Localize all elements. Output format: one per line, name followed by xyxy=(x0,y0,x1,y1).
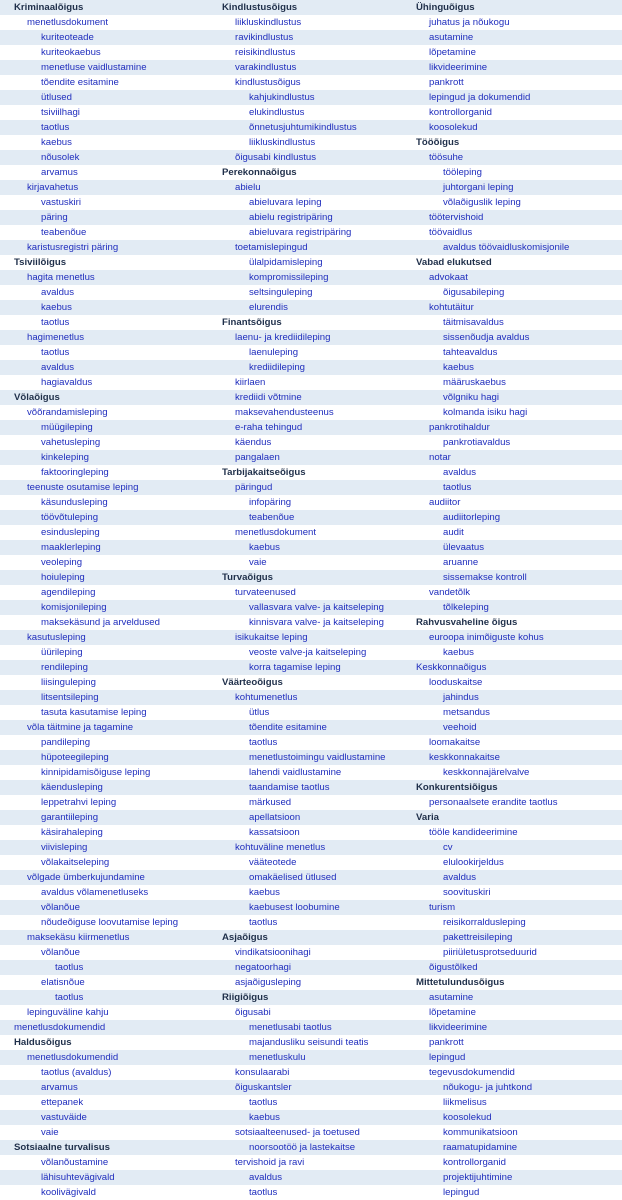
category-link[interactable]: tahteavaldus xyxy=(443,347,498,358)
category-link[interactable]: maksekäsu kiirmenetlus xyxy=(27,932,130,943)
category-link[interactable]: pankrotiavaldus xyxy=(443,437,511,448)
category-link[interactable]: korra tagamise leping xyxy=(249,662,341,673)
category-link[interactable]: taotlus xyxy=(249,1187,278,1198)
category-link[interactable]: asutamine xyxy=(429,32,474,43)
category-link[interactable]: advokaat xyxy=(429,272,468,283)
category-link[interactable]: õigustõlked xyxy=(429,962,478,973)
category-link[interactable]: kompromissileping xyxy=(249,272,329,283)
category-link[interactable]: vallasvara valve- ja kaitseleping xyxy=(249,602,384,613)
category-link[interactable]: ütlused xyxy=(41,92,72,103)
category-link[interactable]: taotlus xyxy=(41,347,70,358)
category-link[interactable]: tööle kandideerimine xyxy=(429,827,518,838)
category-heading: Sotsiaalne turvalisus xyxy=(14,1142,110,1153)
category-link[interactable]: üürileping xyxy=(41,647,83,658)
category-link[interactable]: menetlusdokumendid xyxy=(14,1022,106,1033)
category-heading: Haldusõigus xyxy=(14,1037,72,1048)
category-link[interactable]: litsentsileping xyxy=(41,692,99,703)
category-link[interactable]: maksevahendusteenus xyxy=(235,407,334,418)
category-link[interactable]: vaie xyxy=(41,1127,59,1138)
category-link[interactable]: pandileping xyxy=(41,737,91,748)
category-link[interactable]: kiirlaen xyxy=(235,377,266,388)
category-link[interactable]: kohtuväline menetlus xyxy=(235,842,326,853)
category-link[interactable]: nõusolek xyxy=(41,152,80,163)
category-link[interactable]: juhtorgani leping xyxy=(443,182,514,193)
column-right xyxy=(416,0,569,1200)
category-heading: Kriminaalõigus xyxy=(14,2,84,13)
category-link[interactable]: cv xyxy=(443,842,453,853)
category-link[interactable]: keskkonnajärelvalve xyxy=(443,767,530,778)
category-link[interactable]: koosolekud xyxy=(443,1112,492,1123)
category-link[interactable]: reisikindlustus xyxy=(235,47,296,58)
category-link[interactable]: pankrott xyxy=(429,77,464,88)
category-heading: Asjaõigus xyxy=(222,932,268,943)
category-link[interactable]: krediidi võtmine xyxy=(235,392,302,403)
category-link[interactable]: pankrotihaldur xyxy=(429,422,490,433)
category-link[interactable]: menetlusabi taotlus xyxy=(249,1022,332,1033)
category-link[interactable]: kaebusest loobumine xyxy=(249,902,340,913)
category-link[interactable]: teenuste osutamise leping xyxy=(27,482,139,493)
category-link[interactable]: elurendis xyxy=(249,302,288,313)
category-link[interactable]: notar xyxy=(429,452,451,463)
column-middle xyxy=(222,0,386,1200)
category-link[interactable]: kaebus xyxy=(249,1112,280,1123)
category-link[interactable]: tervishoid ja ravi xyxy=(235,1157,305,1168)
category-link[interactable]: õigusabi kindlustus xyxy=(235,152,317,163)
category-heading: Tsiviilõigus xyxy=(14,257,67,268)
category-link[interactable]: laenu- ja krediidileping xyxy=(235,332,331,343)
category-link[interactable]: kontrollorganid xyxy=(429,107,492,118)
category-link[interactable]: abielu registripäring xyxy=(249,212,333,223)
category-link[interactable]: kaebus xyxy=(249,887,280,898)
category-link[interactable]: lepingud xyxy=(429,1052,466,1063)
category-link[interactable]: kinnisvara valve- ja kaitseleping xyxy=(249,617,384,628)
category-link[interactable]: menetluse vaidlustamine xyxy=(41,62,147,73)
category-link[interactable]: liikluskindlustus xyxy=(235,17,302,28)
category-heading: Väärteoõigus xyxy=(222,677,283,688)
category-link[interactable]: maksekäsund ja arveldused xyxy=(41,617,160,628)
category-link[interactable]: taotlus xyxy=(41,317,70,328)
category-link[interactable]: hagiavaldus xyxy=(41,377,93,388)
category-link[interactable]: töövaidlus xyxy=(429,227,473,238)
category-link[interactable]: lõpetamine xyxy=(429,47,476,58)
category-link[interactable]: võlaõiguslik leping xyxy=(443,197,521,208)
category-link[interactable]: koolivägivald xyxy=(41,1187,96,1198)
category-link[interactable]: avaldus xyxy=(443,467,477,478)
category-link[interactable]: taandamise taotlus xyxy=(249,782,330,793)
category-link[interactable]: töötervishoid xyxy=(429,212,484,223)
category-link[interactable]: taotlus xyxy=(41,122,70,133)
category-link[interactable]: infopäring xyxy=(249,497,292,508)
category-link[interactable]: kohtumenetlus xyxy=(235,692,298,703)
category-link[interactable]: kuriteokaebus xyxy=(41,47,101,58)
category-link[interactable]: euroopa inimõiguste kohus xyxy=(429,632,544,643)
category-link[interactable]: esindusleping xyxy=(41,527,100,538)
category-link[interactable]: Keskkonnaõigus xyxy=(416,662,487,673)
category-link[interactable]: apellatsioon xyxy=(249,812,301,823)
category-link[interactable]: taotlus xyxy=(249,917,278,928)
category-heading: Rahvusvaheline õigus xyxy=(416,617,518,628)
category-link[interactable]: tõendite esitamine xyxy=(41,77,119,88)
category-link[interactable]: konsulaarabi xyxy=(235,1067,290,1078)
category-link[interactable]: võlanõue xyxy=(41,902,80,913)
category-link[interactable]: menetlustoimingu vaidlustamine xyxy=(249,752,386,763)
category-link[interactable]: arvamus xyxy=(41,167,78,178)
category-link[interactable]: kaebus xyxy=(41,137,72,148)
category-link[interactable]: liikluskindlustus xyxy=(249,137,316,148)
category-link[interactable]: menetluskulu xyxy=(249,1052,306,1063)
category-link[interactable]: keskkonnakaitse xyxy=(429,752,500,763)
category-link[interactable]: maaklerleping xyxy=(41,542,101,553)
category-link[interactable]: kolmanda isiku hagi xyxy=(443,407,528,418)
category-link[interactable]: laenuleping xyxy=(249,347,299,358)
category-heading: Tarbijakaitseõigus xyxy=(222,467,306,478)
category-link[interactable]: toetamislepingud xyxy=(235,242,308,253)
category-link[interactable]: ülevaatus xyxy=(443,542,485,553)
category-link[interactable]: agendileping xyxy=(41,587,96,598)
category-link[interactable]: veoste valve-ja kaitseleping xyxy=(249,647,367,658)
category-link[interactable]: elatisnõue xyxy=(41,977,85,988)
category-link[interactable]: sissenõudja avaldus xyxy=(443,332,530,343)
category-link[interactable]: kaebus xyxy=(41,302,72,313)
category-link[interactable]: tõlkeleping xyxy=(443,602,489,613)
category-link[interactable]: likvideerimine xyxy=(429,1022,488,1033)
category-heading: Finantsõigus xyxy=(222,317,282,328)
category-link[interactable]: menetlusdokument xyxy=(27,17,109,28)
category-link[interactable]: audit xyxy=(443,527,464,538)
category-link[interactable]: vääteotede xyxy=(249,857,297,868)
column-left xyxy=(14,0,178,1200)
category-link[interactable]: veoleping xyxy=(41,557,83,568)
category-link[interactable]: juhatus ja nõukogu xyxy=(429,17,510,28)
category-link[interactable]: võlgade ümberkujundamine xyxy=(27,872,145,883)
category-link[interactable]: omakäelised ütlused xyxy=(249,872,337,883)
category-link[interactable]: avaldus xyxy=(249,1172,283,1183)
category-link[interactable]: liikmelisus xyxy=(443,1097,487,1108)
category-link[interactable]: taotlus xyxy=(443,482,472,493)
category-link[interactable]: pankrott xyxy=(429,1037,464,1048)
category-heading: Turvaõigus xyxy=(222,572,273,583)
category-link[interactable]: ütlus xyxy=(249,707,270,718)
category-link[interactable]: lepingud ja dokumendid xyxy=(429,92,531,103)
category-link[interactable]: kahjukindlustus xyxy=(249,92,315,103)
category-link[interactable]: menetlusdokument xyxy=(235,527,317,538)
category-link[interactable]: vaie xyxy=(249,557,267,568)
category-heading: Mittetulundusõigus xyxy=(416,977,505,988)
category-link[interactable]: ettepanek xyxy=(41,1097,84,1108)
category-link[interactable]: pakettreisileping xyxy=(443,932,513,943)
category-link[interactable]: hoiuleping xyxy=(41,572,85,583)
category-link[interactable]: metsandus xyxy=(443,707,490,718)
category-heading: Varia xyxy=(416,812,439,823)
category-heading: Võlaõigus xyxy=(14,392,60,403)
category-link[interactable]: teabenõue xyxy=(41,227,87,238)
category-link[interactable]: lahendi vaidlustamine xyxy=(249,767,342,778)
category-link[interactable]: tõendite esitamine xyxy=(249,722,327,733)
category-link[interactable]: kaebus xyxy=(443,362,474,373)
category-link[interactable]: turvateenused xyxy=(235,587,296,598)
category-link[interactable]: võlanõustamine xyxy=(41,1157,109,1168)
category-link[interactable]: teabenõue xyxy=(249,512,295,523)
category-link[interactable]: leppetrahvi leping xyxy=(41,797,117,808)
category-link[interactable]: elulookirjeldus xyxy=(443,857,504,868)
category-link[interactable]: abieluvara registripäring xyxy=(249,227,352,238)
category-link[interactable]: võlanõue xyxy=(41,947,80,958)
category-link[interactable]: käsirahaleping xyxy=(41,827,103,838)
category-link[interactable]: karistusregistri päring xyxy=(27,242,119,253)
category-link[interactable]: taotlus xyxy=(249,1097,278,1108)
category-link[interactable]: soovituskiri xyxy=(443,887,491,898)
category-link[interactable]: avaldus xyxy=(41,362,75,373)
category-link[interactable]: vahetusleping xyxy=(41,437,101,448)
category-link[interactable]: kontrollorganid xyxy=(443,1157,506,1168)
category-link[interactable]: taotlus xyxy=(55,992,84,1003)
category-link[interactable]: varakindlustus xyxy=(235,62,297,73)
category-link[interactable]: käendusleping xyxy=(41,782,103,793)
category-link[interactable]: hagimenetlus xyxy=(27,332,85,343)
category-link[interactable]: hagita menetlus xyxy=(27,272,95,283)
category-link[interactable]: müügileping xyxy=(41,422,93,433)
category-heading: Kindlustusõigus xyxy=(222,2,298,13)
category-link[interactable]: ravikindlustus xyxy=(235,32,294,43)
category-link[interactable]: lähisuhtevägivald xyxy=(41,1172,115,1183)
category-link[interactable]: kirjavahetus xyxy=(27,182,79,193)
category-heading: Ühinguõigus xyxy=(416,2,475,13)
category-link[interactable]: audiitorleping xyxy=(443,512,501,523)
category-link[interactable]: tasuta kasutamise leping xyxy=(41,707,147,718)
category-link[interactable]: päring xyxy=(41,212,68,223)
category-link[interactable]: sotsiaalteenused- ja toetused xyxy=(235,1127,360,1138)
category-link[interactable]: jahindus xyxy=(443,692,479,703)
category-link[interactable]: õigusabi xyxy=(235,1007,271,1018)
category-link[interactable]: avaldus xyxy=(41,287,75,298)
category-link[interactable]: võla täitmine ja tagamine xyxy=(27,722,134,733)
category-link[interactable]: õnnetusjuhtumikindlustus xyxy=(249,122,357,133)
category-link[interactable]: nõukogu- ja juhtkond xyxy=(443,1082,533,1093)
category-link[interactable]: projektijuhtimine xyxy=(443,1172,513,1183)
category-link[interactable]: negatoorhagi xyxy=(235,962,292,973)
category-link[interactable]: lõpetamine xyxy=(429,1007,476,1018)
category-link[interactable]: märkused xyxy=(249,797,292,808)
category-link[interactable]: isikukaitse leping xyxy=(235,632,308,643)
category-link[interactable]: käendus xyxy=(235,437,272,448)
category-link[interactable]: lepingud xyxy=(443,1187,480,1198)
category-link[interactable]: kindlustusõigus xyxy=(235,77,301,88)
category-link[interactable]: kommunikatsioon xyxy=(443,1127,518,1138)
category-link[interactable]: kasutusleping xyxy=(27,632,86,643)
category-link[interactable]: majandusliku seisundi teatis xyxy=(249,1037,369,1048)
category-link[interactable]: turism xyxy=(429,902,456,913)
category-link[interactable]: e-raha tehingud xyxy=(235,422,303,433)
category-link[interactable]: vastuväide xyxy=(41,1112,87,1123)
category-link[interactable]: võlakaitseleping xyxy=(41,857,110,868)
category-heading: Tööõigus xyxy=(416,137,460,148)
category-link[interactable]: päringud xyxy=(235,482,273,493)
category-link[interactable]: piiriületusprotseduurid xyxy=(443,947,537,958)
category-link[interactable]: rendileping xyxy=(41,662,88,673)
category-link[interactable]: kaebus xyxy=(249,542,280,553)
category-link[interactable]: abielu xyxy=(235,182,261,193)
category-heading: Konkurentsiõigus xyxy=(416,782,498,793)
category-link[interactable]: töövõtuleping xyxy=(41,512,99,523)
category-link[interactable]: võlgniku hagi xyxy=(443,392,500,403)
category-link[interactable]: abieluvara leping xyxy=(249,197,322,208)
category-link[interactable]: sissemakse kontroll xyxy=(443,572,527,583)
category-link[interactable]: aruanne xyxy=(443,557,479,568)
category-link[interactable]: avaldus xyxy=(443,872,477,883)
category-link[interactable]: taotlus (avaldus) xyxy=(41,1067,112,1078)
category-link[interactable]: kinnipidamisõiguse leping xyxy=(41,767,151,778)
category-link[interactable]: pangalaen xyxy=(235,452,280,463)
category-link[interactable]: elukindlustus xyxy=(249,107,305,118)
category-link[interactable]: menetlusdokumendid xyxy=(27,1052,119,1063)
category-link[interactable]: tegevusdokumendid xyxy=(429,1067,515,1078)
category-link[interactable]: hüpoteegileping xyxy=(41,752,109,763)
category-link[interactable]: viivisleping xyxy=(41,842,88,853)
category-link[interactable]: liisinguleping xyxy=(41,677,96,688)
category-link[interactable]: taotlus xyxy=(249,737,278,748)
category-link[interactable]: vastuskiri xyxy=(41,197,81,208)
category-link[interactable]: vandetõlk xyxy=(429,587,471,598)
category-link[interactable]: krediidileping xyxy=(249,362,305,373)
category-link[interactable]: audiitor xyxy=(429,497,461,508)
category-link[interactable]: tööleping xyxy=(443,167,482,178)
category-link[interactable]: looduskaitse xyxy=(429,677,483,688)
category-link[interactable]: täitmisavaldus xyxy=(443,317,504,328)
category-link[interactable]: asjaõigusleping xyxy=(235,977,302,988)
category-link[interactable]: reisikorraldusleping xyxy=(443,917,526,928)
category-link[interactable]: komisjonileping xyxy=(41,602,107,613)
category-link[interactable]: tsiviilhagi xyxy=(41,107,80,118)
category-link[interactable]: kohtutäitur xyxy=(429,302,474,313)
category-link[interactable]: personaalsete erandite taotlus xyxy=(429,797,558,808)
category-heading: Perekonnaõigus xyxy=(222,167,297,178)
category-link[interactable]: käsundusleping xyxy=(41,497,108,508)
category-link[interactable]: asutamine xyxy=(429,992,474,1003)
category-link[interactable]: määruskaebus xyxy=(443,377,506,388)
category-link[interactable]: arvamus xyxy=(41,1082,78,1093)
category-link[interactable]: loomakaitse xyxy=(429,737,481,748)
category-link[interactable]: kinkeleping xyxy=(41,452,90,463)
category-link[interactable]: kaebus xyxy=(443,647,474,658)
category-link[interactable]: garantiileping xyxy=(41,812,99,823)
category-link[interactable]: veehoid xyxy=(443,722,477,733)
category-link[interactable]: faktooringleping xyxy=(41,467,109,478)
category-heading: Vabad elukutsed xyxy=(416,257,492,268)
category-link[interactable]: õiguskantsler xyxy=(235,1082,292,1093)
category-link[interactable]: raamatupidamine xyxy=(443,1142,518,1153)
category-link[interactable]: töösuhe xyxy=(429,152,464,163)
category-link[interactable]: lepinguväline kahju xyxy=(27,1007,109,1018)
category-link[interactable]: likvideerimine xyxy=(429,62,488,73)
category-link[interactable]: taotlus xyxy=(55,962,84,973)
category-link[interactable]: vindikatsioonihagi xyxy=(235,947,311,958)
category-link[interactable]: ülalpidamisleping xyxy=(249,257,323,268)
category-link[interactable]: koosolekud xyxy=(429,122,478,133)
category-link[interactable]: seltsinguleping xyxy=(249,287,313,298)
category-link[interactable]: kuriteoteade xyxy=(41,32,94,43)
category-link[interactable]: nõudeõiguse loovutamise leping xyxy=(41,917,179,928)
category-link[interactable]: võõrandamisleping xyxy=(27,407,108,418)
category-link[interactable]: avaldus võlamenetluseks xyxy=(41,887,149,898)
category-link[interactable]: kassatsioon xyxy=(249,827,300,838)
category-link[interactable]: avaldus töövaidluskomisjonile xyxy=(443,242,570,253)
category-heading: Riigiõigus xyxy=(222,992,269,1003)
category-link[interactable]: õigusabileping xyxy=(443,287,505,298)
category-link[interactable]: noorsootöö ja lastekaitse xyxy=(249,1142,356,1153)
